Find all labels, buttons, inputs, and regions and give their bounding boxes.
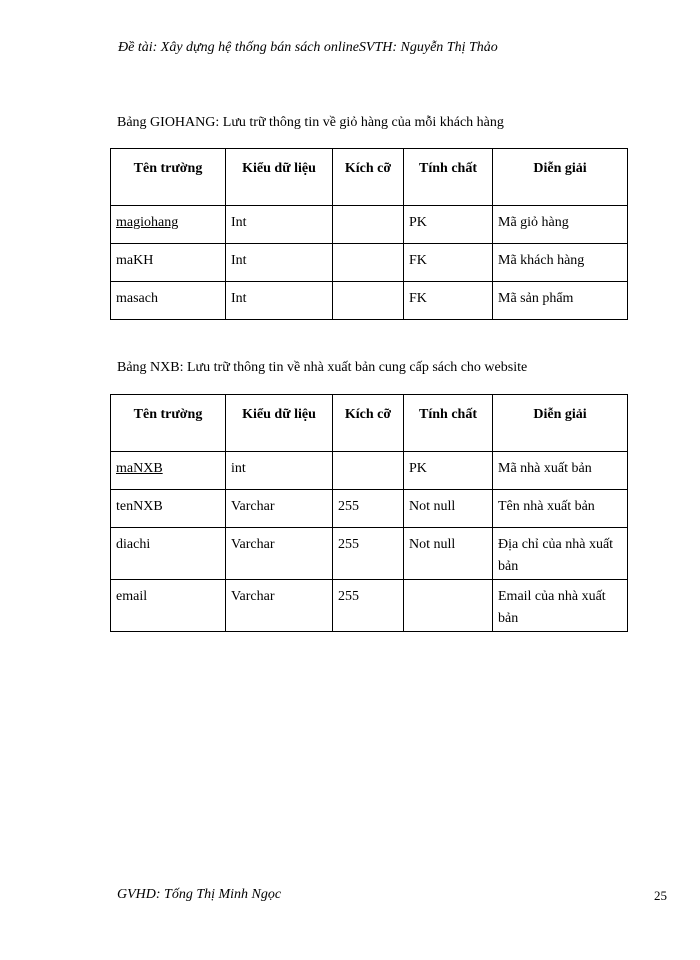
table-row (111, 244, 628, 282)
primary-key-field: maNXB (116, 461, 163, 476)
table-cell (404, 580, 493, 632)
table-row (111, 490, 628, 528)
table-header-row (111, 395, 628, 452)
table-row (111, 528, 628, 580)
page-header: Đề tài: Xây dựng hệ thống bán sách onlineSVTH: Nguyễn Thị Thảo (118, 40, 498, 55)
column-header: Kiểu dữ liệu (226, 149, 333, 206)
table-cell: tenNXB (111, 490, 226, 528)
table-cell: Địa chỉ của nhà xuất bản (493, 528, 628, 580)
table-cell (333, 452, 404, 490)
table-cell (111, 452, 226, 490)
column-header: Tên trường (111, 395, 226, 452)
page-number: 25 (654, 888, 667, 903)
column-header: Tên trường (111, 149, 226, 206)
column-header: Diễn giải (493, 149, 628, 206)
table-cell (333, 244, 404, 282)
table-cell: PK (404, 206, 493, 244)
table-cell: masach (111, 282, 226, 320)
table-cell: Varchar (226, 580, 333, 632)
table-row (111, 206, 628, 244)
table-cell: Int (226, 282, 333, 320)
table-cell: Not null (404, 490, 493, 528)
column-header: Kích cỡ (333, 395, 404, 452)
column-header: Tính chất (404, 149, 493, 206)
table-cell (333, 282, 404, 320)
column-header: Tính chất (404, 395, 493, 452)
table-cell: int (226, 452, 333, 490)
table-row (111, 452, 628, 490)
table-cell: Mã khách hàng (493, 244, 628, 282)
table-row (111, 282, 628, 320)
table-cell: maKH (111, 244, 226, 282)
table-cell: FK (404, 244, 493, 282)
table-cell: Varchar (226, 528, 333, 580)
table-cell: Not null (404, 528, 493, 580)
table-header-row (111, 149, 628, 206)
nxb-table-caption: Bảng NXB: Lưu trữ thông tin về nhà xuất bản cung cấp sách cho website (117, 360, 528, 375)
table-cell: Tên nhà xuất bản (493, 490, 628, 528)
table-cell: FK (404, 282, 493, 320)
table-cell: 255 (333, 490, 404, 528)
table-cell (333, 206, 404, 244)
giohang-table (110, 148, 628, 320)
table-cell: Mã nhà xuất bản (493, 452, 628, 490)
table-cell: Int (226, 244, 333, 282)
table-cell: Varchar (226, 490, 333, 528)
table-cell: Mã sản phẩm (493, 282, 628, 320)
column-header: Diễn giải (493, 395, 628, 452)
page-footer-advisor: GVHD: Tống Thị Minh Ngọc (117, 887, 282, 902)
table-cell: Email của nhà xuất bản (493, 580, 628, 632)
column-header: Kích cỡ (333, 149, 404, 206)
table-cell: Int (226, 206, 333, 244)
table-row (111, 580, 628, 632)
primary-key-field: magiohang (116, 215, 179, 230)
table-cell: 255 (333, 528, 404, 580)
column-header: Kiểu dữ liệu (226, 395, 333, 452)
table-cell: email (111, 580, 226, 632)
table-cell: 255 (333, 580, 404, 632)
table-cell (111, 206, 226, 244)
table-cell: Mã giỏ hàng (493, 206, 628, 244)
table-cell: diachi (111, 528, 226, 580)
giohang-table-caption: Bảng GIOHANG: Lưu trữ thông tin về giỏ hàng của mỗi khách hàng (117, 115, 504, 130)
nxb-table (110, 394, 628, 632)
table-cell: PK (404, 452, 493, 490)
